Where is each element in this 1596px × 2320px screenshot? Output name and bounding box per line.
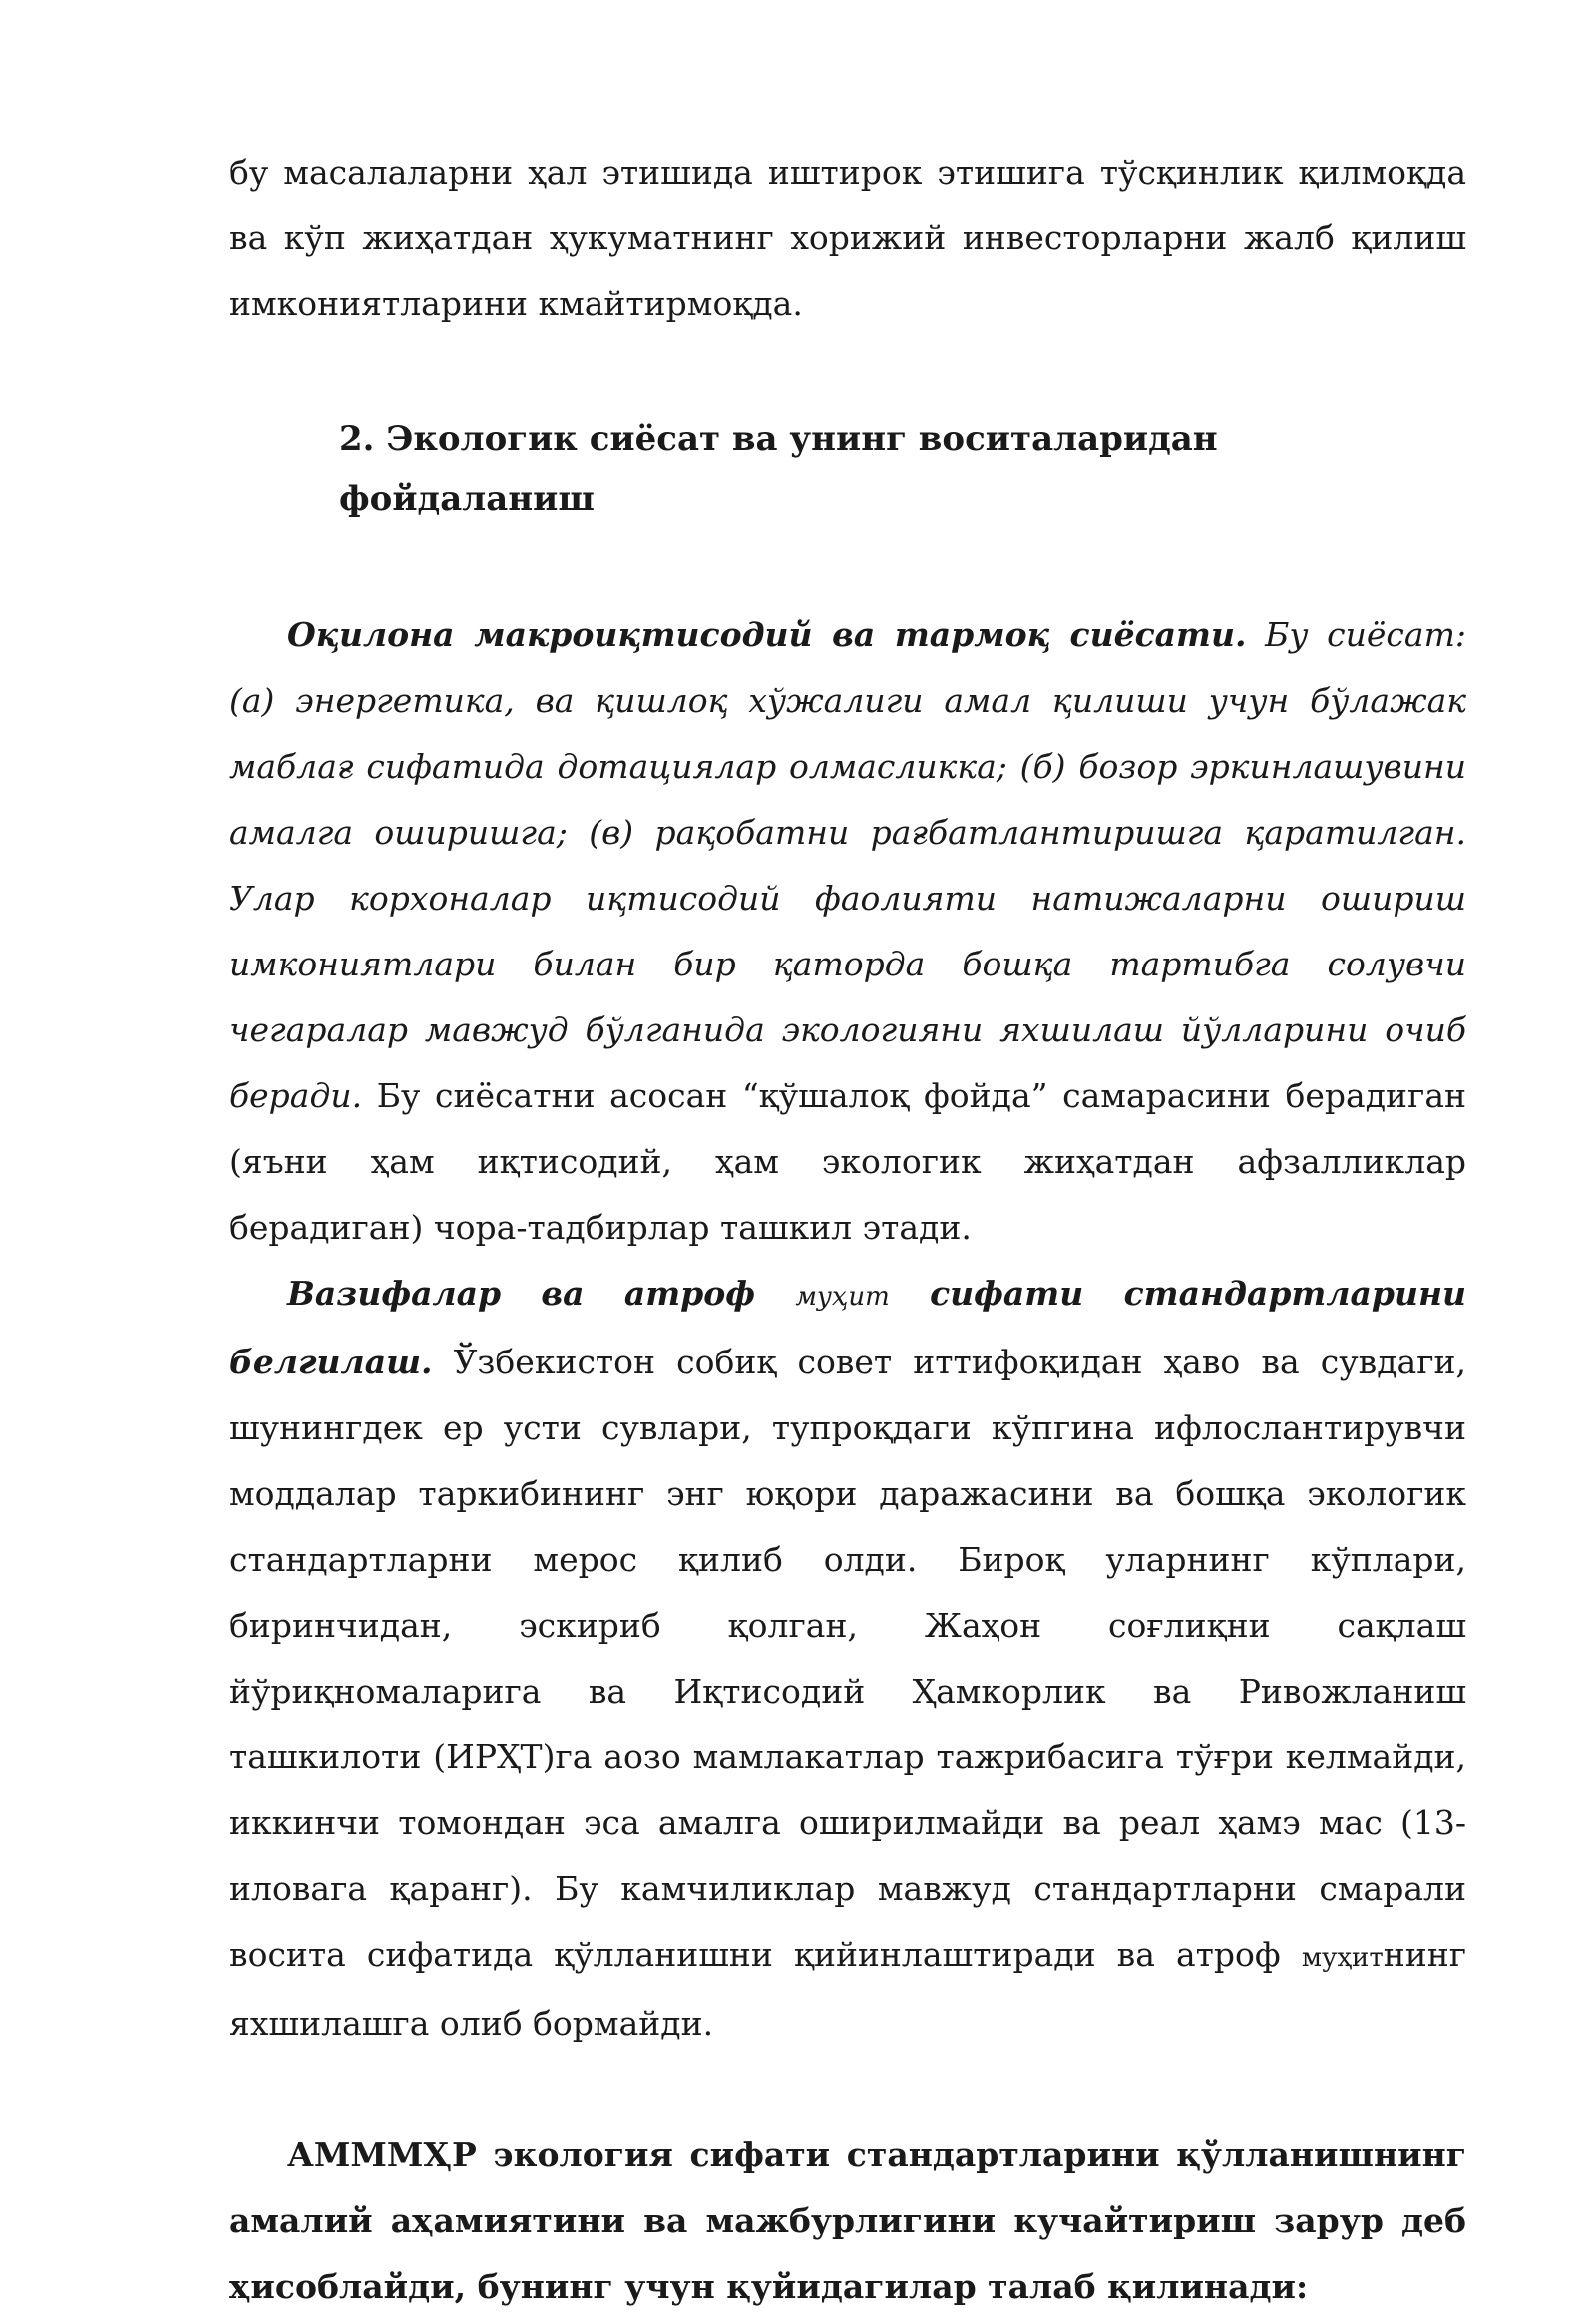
paragraph-text-small: муҳит <box>1301 1943 1384 1973</box>
paragraph-lead-small: муҳит <box>795 1282 890 1312</box>
paragraph-rational-policy <box>229 602 1466 1261</box>
paragraph-lead: Оқилона макроиқтисодий ва тармоқ сиёсати. <box>287 615 1247 654</box>
intro-paragraph: бу масалаларни ҳал этишида иштирок этишига тўсқинлик қилмоқда ва кўп жиҳатдан ҳукуматнинг хорижий инвесторларни жалб қилиш имкониятларини кмайтирмоқда. <box>229 153 1466 323</box>
paragraph-text-part1: Ўзбекистон собиқ совет иттифоқидан ҳаво ва сувдаги, шунингдек ер усти сувлари, тупроқдаги кўпгина ифлослантирувчи моддалар таркибининг энг юқори даражасини ва бошқа экологик стандартларни мерос қилиб олди. Бироқ уларнинг кўплари, биринчидан, эскириб қолган, Жаҳон соғлиқни сақлаш йўриқномаларига ва Иқтисодий Ҳамкорлик ва Ривожланиш ташкилоти (ИРҲТ)га аозо мамлакатлар тажрибасига тўғри келмайди, иккинчи томондан эса амалга оширилмайди ва реал ҳамэ мас (13-иловага қаранг). Бу камчиликлар мавжуд стандартларни смарали восита сифатида қўлланишни қийинлаштиради ва атроф <box>229 1343 1466 1974</box>
paragraph-text-part2: нинг яхшилашга олиб бормайди. <box>229 1935 1466 2043</box>
paragraph-lead-part1: Вазифалар ва атроф <box>287 1274 796 1313</box>
paragraph-quality-standards <box>229 1261 1466 2057</box>
document-page <box>229 140 1466 2320</box>
paragraph-text: Бу сиёсатни асосан “қўшалоқ фойда” самарасини берадиган (яъни ҳам иқтисодий, ҳам экологик жиҳатдан афзалликлар берадиган) чора-тадбирлар ташкил этади. <box>229 1076 1466 1247</box>
paragraph-italic-text: Бу сиёсат: (а) энергетика, ва қишлоқ хўжалиги амал қилиши учун бўлажак маблағ сифатида дотациялар олмасликка; (б) бозор эркинлашувини амалга оширишга; (в) рақобатни рағбатлантиришга қаратилган. Улар корхоналар иқтисодий фаолияти натижаларни ошириш имкониятлари билан бир қаторда бошқа тартибга солувчи чегаралар мавжуд бўлганида экологияни яхшилаш йўлларини очиб беради. <box>229 615 1466 1115</box>
section-heading: 2. Экологик сиёсат ва унинг воситаларидан фойдаланиш <box>339 419 1218 519</box>
paragraph-lead-part2: сифати стандартларини белгилаш. <box>229 1274 1466 1381</box>
paragraph-requirements: АММMҲР экология сифати стандартларини қўлланишнинг амалий аҳамиятини ва мажбурлигини кучайтириш зарур деб ҳисоблайди, бунинг учун қуйидагилар талаб қилинади: <box>229 2135 1466 2306</box>
